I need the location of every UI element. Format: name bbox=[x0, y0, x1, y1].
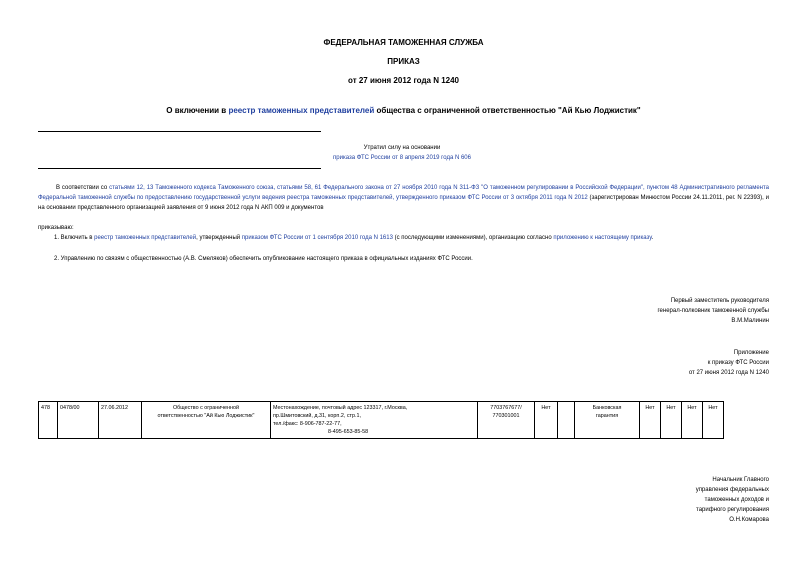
signature1-line3: В.М.Малинин bbox=[731, 318, 769, 324]
inn-line2: 770301001 bbox=[492, 413, 520, 419]
appendix-block bbox=[689, 348, 769, 378]
signature1-line2: генерал-полковник таможенной службы bbox=[657, 308, 769, 314]
signature-block-2 bbox=[696, 475, 769, 525]
cell-col-13: Нет bbox=[703, 402, 724, 439]
signature1-line1: Первый заместитель руководителя bbox=[670, 298, 769, 304]
cell-inn-kpp bbox=[478, 402, 535, 439]
item1-appendix-link[interactable]: приложению к настоящему приказу bbox=[553, 235, 652, 241]
order-word: приказываю: bbox=[38, 225, 74, 231]
appendix-line1: Приложение bbox=[733, 350, 769, 356]
item1-text2: , утвержденный bbox=[196, 235, 242, 241]
cell-col-11: Нет bbox=[661, 402, 682, 439]
item1-order-link[interactable]: приказом ФТС России от 1 сентября 2010 года N 1613 bbox=[241, 235, 393, 241]
doc-date: от 27 июня 2012 года N 1240 bbox=[348, 76, 459, 85]
cell-col-10: Нет bbox=[640, 402, 661, 439]
cell-reg-no: 0478/00 bbox=[58, 402, 99, 439]
status-repeal-link[interactable]: приказа ФТС России от 8 апреля 2019 года N 606 bbox=[333, 155, 471, 161]
title-prefix: О включении в bbox=[166, 106, 229, 115]
signature-block-1 bbox=[658, 296, 770, 326]
divider-bottom bbox=[38, 168, 321, 169]
cell-date: 27.06.2012 bbox=[99, 402, 142, 439]
cell-guarantee bbox=[575, 402, 640, 439]
item1-text4: . bbox=[651, 235, 654, 241]
signature2-line5: О.Н.Комарова bbox=[729, 517, 769, 523]
cell-address bbox=[271, 402, 478, 439]
bank-line1: Банковская bbox=[592, 405, 622, 411]
status-line1: Утратил силу на основании bbox=[363, 145, 441, 151]
order-item-1 bbox=[54, 233, 774, 243]
document-title bbox=[0, 106, 807, 115]
bank-line2: гарантия bbox=[595, 413, 619, 419]
title-registry-link[interactable]: реестр таможенных представителей bbox=[228, 106, 375, 115]
signature2-line4: тарифного регулирования bbox=[696, 507, 769, 513]
agency-name: ФЕДЕРАЛЬНАЯ ТАМОЖЕННАЯ СЛУЖБА bbox=[323, 38, 484, 47]
cell-col-8 bbox=[558, 402, 575, 439]
cell-col-7: Нет bbox=[535, 402, 558, 439]
order-item-2: 2. Управлению по связям с общественностью (А.В. Смеляков) обеспечить опубликование настоящего приказа в официальных изданиях ФТС России. bbox=[54, 256, 473, 262]
table-row bbox=[39, 402, 724, 439]
org-line2: ответственностью "Ай Кью Лоджистик" bbox=[157, 413, 255, 419]
preamble-text1: В соответствии со bbox=[56, 185, 110, 191]
signature2-line2: управления федеральных bbox=[695, 487, 769, 493]
appendix-line2: к приказу ФТС России bbox=[707, 360, 769, 366]
preamble-law-link[interactable]: статьями 12, 13 Таможенного кодекса Таможенного союза, статьями 58, 61 Федерального закона от 27 ноября 2010 года N 311-ФЗ "О таможенном регулировании в Российской Федерации", пунктом 48 Административного регламента Федеральной таможенной службы по предоставлению государственной услуги ведения реестра таможенных представителей, утвержденного приказом ФТС России от 3 октября 2011 года N 2012 bbox=[38, 185, 770, 201]
signature2-line1: Начальник Главного bbox=[712, 477, 769, 483]
title-suffix: общества с ограниченной ответственностью "Ай Кью Лоджистик" bbox=[374, 106, 641, 115]
item1-registry-link[interactable]: реестр таможенных представителей bbox=[94, 235, 197, 241]
org-line1: Общество с ограниченной bbox=[172, 405, 240, 411]
appendix-line3: от 27 июня 2012 года N 1240 bbox=[688, 370, 769, 376]
item1-text1: 1. Включить в bbox=[54, 235, 95, 241]
addr-line1: Местонахождение, почтовый адрес 123317, г.Москва, bbox=[273, 405, 408, 411]
divider-top bbox=[38, 131, 321, 132]
cell-col-12: Нет bbox=[682, 402, 703, 439]
registry-table bbox=[38, 401, 724, 439]
addr-line2: пр.Шмитовский, д.31, корп.2, стр.1, bbox=[273, 413, 361, 419]
inn-line1: 7703767677/ bbox=[490, 405, 522, 411]
cell-number: 478 bbox=[39, 402, 58, 439]
cell-organization bbox=[142, 402, 271, 439]
item1-text3: (с последующими изменениями), организацию согласно bbox=[392, 235, 554, 241]
preamble-paragraph bbox=[38, 183, 769, 213]
addr-line3: тел./факс: 8-906-787-22-77, bbox=[273, 421, 342, 427]
signature2-line3: таможенных доходов и bbox=[704, 497, 769, 503]
preamble-text2: (зарегистрирован Минюстом России 24.11.2011, рег. N 22393), и на основании представленного организацией заявления от 9 июня 2012 года N АКП 009 и документов bbox=[38, 195, 769, 211]
doc-type: ПРИКАЗ bbox=[387, 57, 420, 66]
addr-line4: 8-495-653-85-58 bbox=[328, 429, 369, 435]
